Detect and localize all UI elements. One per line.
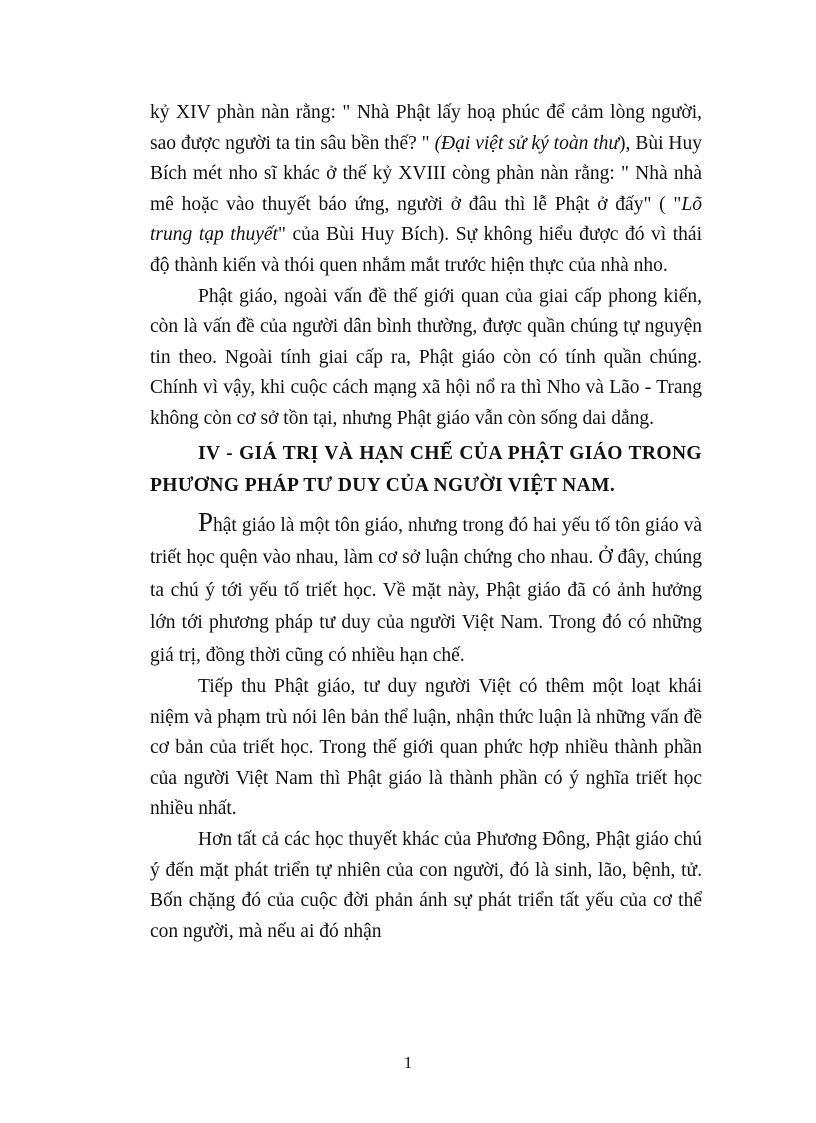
section-heading: IV - GIÁ TRỊ VÀ HẠN CHẾ CỦA PHẬT GIÁO TRONG PHƯƠNG PHÁP TƯ DUY CỦA NGƯỜI VIỆT NAM.	[150, 442, 702, 496]
paragraph-hon-tat-ca: Hơn tất cả các học thuyết khác của Phương Đông, Phật giáo chú ý đến mặt phát triển tự nhiên của con người, đó là sinh, lão, bệnh, tử. Bốn chặng đó của cuộc đời phản ánh sự phát triển tất yếu của cơ thể con người, mà nếu ai đó nhận	[150, 829, 702, 942]
paragraph-intro-text-2: ), Bùi Huy Bích mét nho sĩ khác ở thế kỷ XVIII còng phàn nàn rằng: " Nhà nhà mê hoặc vào thuyết báo ứng, người ở đâu thì lễ Phật ở đấy" ( "	[150, 132, 703, 215]
paragraph-initial-letter: P	[198, 506, 214, 537]
paragraph-ton-giao-triet-hoc	[150, 506, 702, 673]
citation-dai-viet-su-ky: (Đại việt sử ký toàn thư	[434, 132, 620, 154]
paragraph-intro-text-3: " của Bùi Huy Bích). Sự không hiểu được đó vì thái độ thành kiến và thói quen nhắm mắt trước hiện thực của nhà nho.	[150, 224, 702, 276]
paragraph-intro-text-1: kỷ XIV phàn nàn rằng: " Nhà Phật lấy hoạ phúc để cảm lòng người, sao được người ta tin sâu bền thế? "	[150, 102, 702, 154]
paragraph-ton-giao-triet-hoc-text: hật giáo là một tôn giáo, nhưng trong đó hai yếu tố tôn giáo và triết học quện vào nhau, làm cơ sở luận chứng cho nhau. Ở đây, chúng ta chú ý tới yếu tố triết học. Về mặt này, Phật giáo đã có ảnh hưởng lớn tới phương pháp tư duy của người Việt Nam. Trong đó có những giá trị, đồng thời cũng có nhiều hạn chế.	[150, 514, 702, 666]
document-page	[150, 98, 702, 947]
paragraph-tiep-thu-phat-giao: Tiếp thu Phật giáo, tư duy người Việt có thêm một loạt khái niệm và phạm trù nói lên bản thể luận, nhận thức luận là những vấn đề cơ bản của triết học. Trong thế giới quan phức hợp nhiều thành phần của người Việt Nam thì Phật giáo là thành phần có ý nghĩa triết học nhiều nhất.	[150, 676, 702, 820]
page-number: 1	[403, 1053, 413, 1072]
citation-lo-trung-tap-thuyet: Lõ trung tạp thuyết	[150, 193, 702, 246]
paragraph-intro	[150, 98, 702, 282]
paragraph-phat-giao-quan-chung: Phật giáo, ngoài vấn đề thế giới quan của giai cấp phong kiến, còn là vấn đề của người dân bình thường, được quần chúng tự nguyện tin theo. Ngoài tính giai cấp ra, Phật giáo còn có tính quần chúng. Chính vì vậy, khi cuộc cách mạng xã hội nổ ra thì Nho và Lão - Trang không còn cơ sở tồn tại, nhưng Phật giáo vẫn còn sống dai dẳng.	[150, 285, 702, 429]
